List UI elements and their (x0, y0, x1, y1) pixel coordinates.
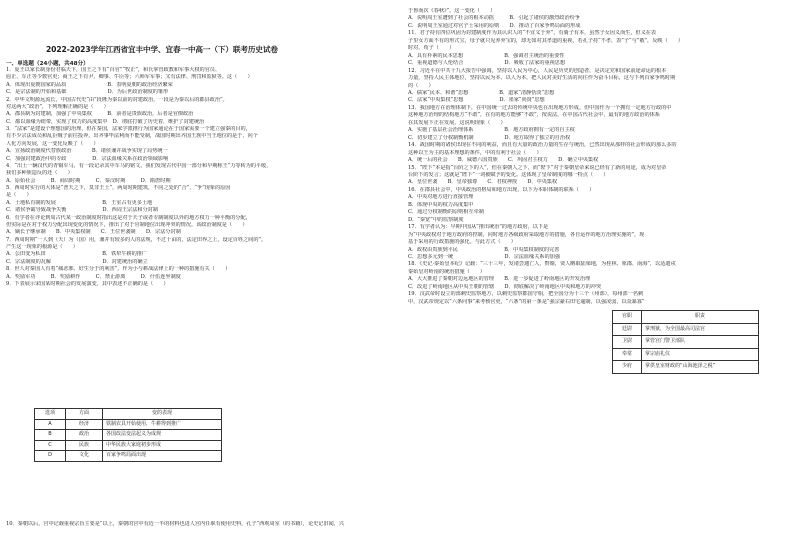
table-cell: 经济 (66, 419, 103, 430)
text-line: 秦始皇对岭南的统治措施（ ） (408, 268, 486, 275)
text-line: A．儒家“民本、和谐”思想 B．道家“清静恬淡”思想 (408, 89, 555, 96)
text-line: 在其发展下正在发展，这说明现象（ ） (408, 119, 506, 126)
text-line: C．是宗法制的开始和基础 D．为后世政治制度的雏形 (6, 89, 169, 96)
table-cell: B (35, 430, 66, 441)
table-cell: 少府 (613, 361, 642, 374)
table-row (35, 440, 222, 451)
text-line: 这种地方治理的结构地方“不敢”，在有的地方能够“不敢”，按说法，在中国古代社会中，最有的地方政治的体系 (408, 112, 660, 119)
reform-table (34, 408, 222, 462)
text-line: A．中央对地方进行直接管理 (408, 194, 474, 201)
text-line: A．具有朴素的民本思想 B．强调君主统治的重要性 (408, 52, 565, 59)
text-line: 11．君子持有四位巩固为封建制度作为其认识人的“不宜义于弃”，有骑子有本，虽然子女因义而生，但义在表 (408, 30, 657, 37)
table-cell: 中华民族大家庭初步形成 (103, 440, 222, 451)
table-row (613, 348, 759, 361)
table-row (613, 323, 759, 336)
text-line: 15．“陛下”本是指“台阶之下的人”，但在秦朝人之下，而“陛下”对于秦朝皇帝来说已经有了新的用途，成为对皇帝 (408, 164, 667, 171)
text-line: 为“中央政权对于地方政府的控制，同时地方各级政府采取地方的措施，各自运作的地方治理实施的”，现 (408, 231, 645, 238)
text-line: C．诸侯争霸导致战争失衡 D．西周王宗法和分封制 (6, 207, 158, 214)
table-row (35, 451, 222, 462)
text-line: A．说明周王室遭到了社会的根本动摇 B．引起了诸侯的激烈政治纷争 (408, 15, 580, 22)
table-row (35, 419, 222, 430)
text-line: C．都以血缘为纽带，实现了权力的高度集中 D．彻底打破了历史着，维护了封建统治 (6, 118, 205, 125)
text-line: B．体现中央的权力高度集中 (408, 201, 474, 208)
text-line: 庖正、车正等少数官吏；商王之下有尹、卿事、牛臣等；六师军军事；又有法律、刑罚和监狱等。这（ ） (6, 74, 253, 81)
table-header-row (613, 311, 759, 324)
table-row (613, 336, 759, 349)
question-text-left (6, 67, 389, 288)
text-line: 8．世人对秦国人有着“痛恶邪、好生分于的利害”，作为小与耕战法律上的一种的措施有关（ ） (6, 266, 231, 273)
text-line: 我们多种族造反的还（ ） (6, 170, 73, 177)
exam-title: 2022-2023学年江西省宜丰中学、宜春一中高一（下）联考历史试卷 (46, 45, 278, 54)
text-line: 19．汉武帝时设立的部刺史监察地方，以刺史监察郡国守相，把全国分为十三个（州部），每州部一名刺 (408, 291, 644, 298)
text-line: 这种以王为主的基本理想的条件，中的有利于社会（ ） (408, 149, 542, 156)
table-header: 变的表现 (103, 409, 222, 420)
text-line: A．政权由贵族到平民 B．中央集权制度的完善 (408, 246, 560, 253)
text-line: 10．秦朝以后，宫中记载重视宗旨主要是“以上，秦朝的宫中有近一半的材料也进人宫内任职有使用史料，孔子“西观周室（的书籍），论史记旧闻，兴 (6, 521, 344, 527)
text-line: 时对，荀子（ ） (408, 45, 455, 52)
text-line: A．体现出夏朝国家的品质 B．表明夏朝的政治经济繁荣 (6, 81, 173, 88)
text-line: 12．习近平在中共十九大报告中强调，坚持以人民为中心，人民是历史的创造者，是决定党和国家前途命运的根本 (408, 67, 667, 74)
table-cell: 各国改法变法起义为成规 (103, 430, 222, 441)
table-cell: D (35, 451, 66, 462)
table-cell: 掌管宫门警卫部队 (642, 336, 759, 349)
text-line: A．郡县制为封建制，加强了中央集权 B．前者是贵族政治，后者是官僚政治 (6, 111, 194, 118)
text-line: C．加强封建政治中的专政 D．宗法血缘关系在政治领域影响 (6, 155, 169, 162)
text-line: A．原始社会 B．商周时期 C．秦汉时期 D．隋唐时期 (6, 177, 171, 184)
table-cell: 掌刑狱，为全国最高司法官 (642, 323, 759, 336)
text-line: A．大大推进了秦朝对边远地区的管理 B．进一步促进了岭南地区的开发治理 (408, 276, 591, 283)
table-cell: 奉常 (613, 348, 642, 361)
text-line: 的（ ） (408, 82, 434, 89)
text-line: 台阶下的发言；这就是“陛下”一词被赋予的变化。这体现了皇帝制度的哪一特点（ ） (408, 171, 609, 178)
table-cell: 掌供皇室财政的“山海池泽之税” (642, 361, 759, 374)
text-line: A．皇位世袭 B．皇帝独尊 C．君权神授 D．中央集权 (408, 179, 558, 186)
section-heading: 一、单选题（24小题，共48分） (6, 61, 89, 67)
text-line: 子里女方面不有的形式宝，母子就只见养弃宝的，却无如对其孝道的重视，若孔子持“不孝，表”子“与”敬”，反映（ ） (408, 37, 684, 44)
left-column (0, 0, 396, 549)
question-text-left-tail (6, 521, 389, 528)
text-line: C．切步建立了分权制衡机制 D．地方取得了独立的自治权 (408, 134, 571, 141)
text-line: C．法家“中央集权”思想 D．墨家“尚贤”思想 (408, 97, 545, 104)
text-line: 有不少宗法成员和乱臣贼子前往投奔，出齐事毕法利而不能受制，战国时期出齐国王族中当王地位的是于，向个 (6, 133, 258, 140)
table-header: 选项 (35, 409, 66, 420)
text-line: 13．我国地方在治理体制下，在中国统一过去的传统中央也在出现地方形成。但中国作为一个拥有一定地方行政的中 (408, 104, 672, 111)
text-line: C．改进了岭南地区从中央王朝的管辖 D．彻底解决了岭南地区中央和地方的冲突 (408, 283, 601, 290)
table-cell: 文化 (66, 451, 103, 462)
text-line: 2．中华文明源远流长，中国古代史“由”段隆为秦以前的封建政治，一段是为秦以后的郡县政治”。 (6, 96, 228, 103)
text-line: 17．有学者认为：早期中国从“推出统治”的地方政府，以下是 (408, 224, 549, 231)
question-text-right (408, 8, 788, 306)
text-line: 于鲁而次《春秋》”。这一变化（ ） (408, 8, 496, 14)
text-line: 14．战国时期的诸侯出现在不同的利益，而且有大量的政治力量的生存与统治，已然出现从那样的社会形成的那么多的 (408, 142, 677, 149)
table-header: 官职 (613, 311, 642, 324)
text-line: 力量，坚持人民主体地位，坚持以民为本、以人为本，把人民对美好生活的向往作为奋斗目标，这与下列百家争鸣时期 (408, 75, 676, 82)
text-line: 中，汉武帝规定以“六条问事”来考核官吏，“六条”的第一条是“强宗豪右田宅逾制，以强凌弱，以众暴寡” (408, 298, 645, 305)
text-line: 9．下表展示宋国某时期社会的发展演变，其中表述不正确的是（ ） (6, 280, 169, 287)
table-cell: 廷尉 (613, 323, 642, 336)
text-line: 4．“出土一辆汉代的青铜车马，有一段记录其中车马的铭文，我们发现古代中国一部分和早期称王”力等转为的平缓， (6, 162, 272, 169)
table-cell: 百家争鸣局面出现 (103, 451, 222, 462)
text-line: C．重视道德与人伦结合 D．吸收了法家的重视思想 (408, 60, 566, 67)
text-line: C．宗法制度的瓦解 D．封建统治的确立 (6, 258, 148, 265)
table-row (35, 430, 222, 441)
text-line: A．统一后的社会 B．威德六国贵族 C．巩固君主权力 D．确立中央集权 (408, 157, 599, 164)
text-line: A．嫡长子继承制 B．中央集权制 C．王位世袭制 D．宗法分封制 (6, 229, 181, 236)
text-line: 1．夏王以家长制身份君临天下，国王之下有“百官”“牧正”，和氏掌管政教和军事大权的官员、 (6, 67, 221, 73)
table-cell: 掌宗庙礼仪 (642, 348, 759, 361)
text-line: 产生这一现象的根源是（ ） (6, 244, 78, 250)
text-line: A．土地私有制的发展 B．王室占有更多土地 (6, 199, 153, 206)
table-cell: A (35, 419, 66, 430)
right-column (400, 0, 794, 549)
text-line: 基于采用的行政措施的强化。与此方式（ ） (408, 239, 516, 246)
text-line: 7．西周时期“一人到（天）为（国）用，兼并有较多的人的法规，不过十亩的，法定田界之上，设定百姓之间的”。 (6, 236, 267, 243)
text-line: 3．“法家”是建设个理想国的治理，但在秦国，法家学派推行为国家通论在于国家需要一个建立强秦的目的， (6, 126, 251, 132)
text-line: 18．《史记·秦始皇本纪》记载：“三十三年，发诸尝逋亡人，赘婿，贾人略取陆梁地，为桂林、象郡、南海”，以适遣戍 (408, 261, 676, 268)
table-cell: 铁制农具开始使用，牛耕得到推广 (103, 419, 222, 430)
text-line: 但实际是在对于权力分配出现变化的情况下，推出了对于官制地位出现冲突的情况。该政治制度是（ ） (6, 221, 248, 228)
text-line: 人化方向发展，这一变化反映了（ ） (6, 140, 99, 147)
table-cell: 民族 (66, 440, 103, 451)
text-line: 是（ ） (6, 192, 32, 199)
text-line: C．思想多元到一统 D．宗法血缘关系的加强 (408, 253, 560, 260)
text-line: 16．在郡县社会中，中央政治的格局和地方出现，以下为本职体制的联系（ ） (408, 186, 595, 193)
text-line: A．宣扬政治制度代替族政治 B．诸侯兼并战争实现了局势统一 (6, 148, 168, 155)
text-line: 对这两大“政治”，下列理解正确的是（ ） (6, 103, 109, 110)
table-header: 职责 (642, 311, 759, 324)
table-header-row (35, 409, 222, 420)
table-cell: 政治 (66, 430, 103, 441)
table-cell: C (35, 440, 66, 451)
text-line: C．说明周王室通过对官子士采用的原则 D．推动了百家争鸣局面的形成 (408, 22, 581, 29)
text-line: C．通过分权制衡的原则相互牵制 (408, 209, 484, 216)
table-row (613, 361, 759, 374)
text-line: D．“秦宽”中的监察制度 (408, 216, 464, 223)
table-header: 方面 (66, 409, 103, 420)
text-line: 5．西周时实行的大体是“普天之下，莫非王土”，两周时期建筑，不同之处的“合”、“争”现象的原因 (6, 185, 231, 191)
text-line: 6．有学者在评论到周古代某一政治制度时指出这是对于天子或者专制制度以外的地方权力一种平衡的分配， (6, 214, 251, 221)
text-line: A．公田变为私田 B．铁犁牛耕的推广 (6, 251, 148, 258)
officials-table (612, 310, 759, 374)
text-line: A．实施了基层社会治理体系 B．地方政府拥有一定的自主权 (408, 127, 575, 134)
text-line: A．奖励军功 B．奖励耕作 C．禁止游离 D．什伍连坐制度 (6, 273, 181, 280)
table-cell: 卫尉 (613, 336, 642, 349)
